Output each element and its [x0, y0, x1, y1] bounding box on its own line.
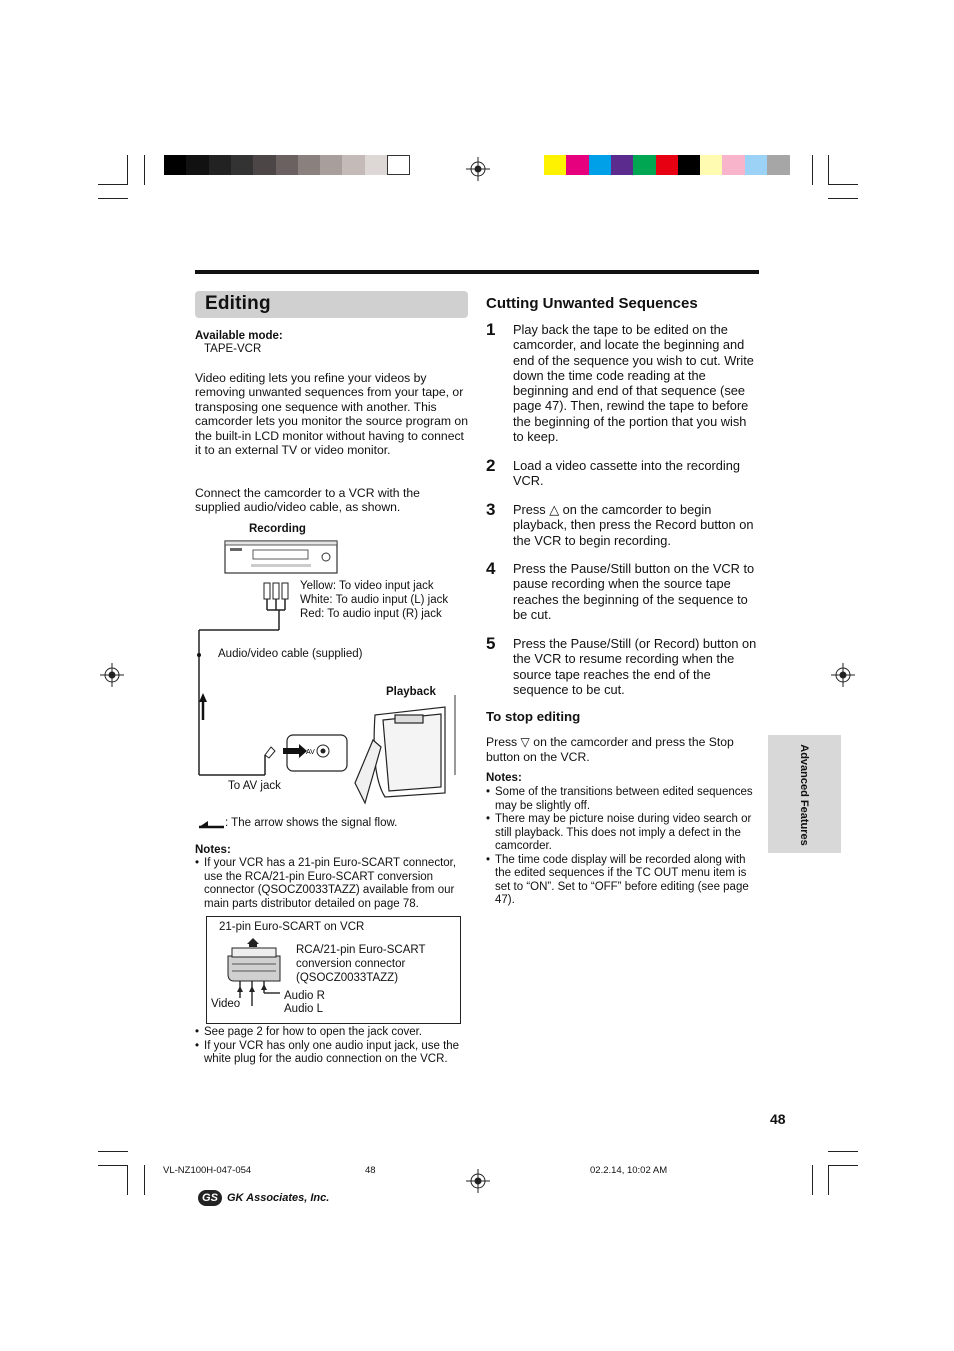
step-text: Press △ on the camcorder to begin playback, then press the Record button on the VCR to begin recording. — [513, 502, 754, 548]
scart-audio-l-label: Audio L — [284, 1003, 324, 1015]
notes-list-left — [195, 857, 470, 911]
note-item: • There may be picture noise during video search or still playback. This does not imply a defect in the camcorder. — [486, 813, 756, 854]
scart-title: 21-pin Euro-SCART on VCR — [219, 921, 365, 933]
color-swatch — [186, 155, 209, 175]
recording-label: Recording — [249, 523, 306, 535]
step-number: 3 — [486, 500, 496, 519]
color-swatch — [320, 155, 343, 175]
color-swatch — [164, 155, 187, 175]
stop-text: Press ▽ on the camcorder and press the Stop button on the VCR. — [486, 735, 734, 764]
note-item: • The time code display will be recorded along with the edited sequences if the TC OUT menu item is set to “ON”. Set to “OFF” before editing (see page 47). — [486, 854, 756, 908]
scart-connector-label: RCA/21-pin Euro-SCART conversion connector (QSOCZ0033TAZZ) — [296, 944, 426, 984]
color-swatch — [767, 155, 790, 175]
color-swatch — [700, 155, 723, 175]
page-title: Editing — [205, 293, 271, 314]
step-number: 1 — [486, 320, 496, 339]
registration-target-icon — [466, 157, 490, 181]
notes-label-right: Notes: — [486, 772, 522, 784]
color-swatch — [387, 155, 410, 175]
note-item: • If your VCR has only one audio input jack, use the white plug for the audio connection on the VCR. — [195, 1040, 470, 1067]
note-item: • Some of the transitions between edited sequences may be slightly off. — [486, 786, 756, 813]
color-swatch — [611, 155, 634, 175]
color-swatch — [633, 155, 656, 175]
footer-date: 02.2.14, 10:02 AM — [590, 1165, 668, 1176]
section-heading: Cutting Unwanted Sequences — [486, 295, 698, 312]
footer-company: GK Associates, Inc. — [227, 1192, 330, 1204]
footer-page: 48 — [365, 1165, 376, 1176]
step-text: Play back the tape to be edited on the camcorder, and locate the beginning and end of the sequence you wish to cut. Write down the time code reading at the beginning and end of that sequence (see page 47). Then, rewind the tape to before the beginning of the portion that you wish to keep. — [513, 322, 754, 445]
cable-red-label: Red: To audio input (R) jack — [300, 608, 442, 620]
page-number: 48 — [770, 1111, 786, 1127]
signal-arrow-icon — [198, 819, 226, 829]
color-swatch — [209, 155, 232, 175]
registration-target-icon — [100, 663, 124, 687]
cable-yellow-label: Yellow: To video input jack — [300, 580, 434, 592]
registration-target-icon — [466, 1169, 490, 1193]
arrow-legend: : The arrow shows the signal flow. — [225, 817, 398, 829]
connection-diagram — [195, 535, 465, 815]
note-item: • See page 2 for how to open the jack cover. — [195, 1026, 470, 1040]
color-swatch — [342, 155, 365, 175]
color-swatch — [365, 155, 388, 175]
step-text: Press the Pause/Still button on the VCR to pause recording when the source tape reaches the beginning of the sequence to be cut. — [513, 561, 755, 622]
step-number: 5 — [486, 634, 496, 653]
section-tab-label: Advanced Features — [798, 744, 810, 846]
step-text: Load a video cassette into the recording VCR. — [513, 458, 740, 489]
stop-heading: To stop editing — [486, 709, 581, 724]
color-swatch — [656, 155, 679, 175]
color-swatch — [253, 155, 276, 175]
av-jack-label: To AV jack — [228, 780, 281, 792]
footer-file: VL-NZ100H-047-054 — [163, 1165, 252, 1176]
company-logo: GS — [198, 1190, 222, 1206]
color-swatch — [589, 155, 612, 175]
connect-paragraph: Connect the camcorder to a VCR with the supplied audio/video cable, as shown. — [195, 486, 420, 515]
step-number: 4 — [486, 559, 496, 578]
registration-target-icon — [831, 663, 855, 687]
color-swatch — [231, 155, 254, 175]
scart-connector-icon — [222, 936, 292, 1006]
top-rule — [195, 270, 759, 274]
note-item: • If your VCR has a 21-pin Euro-SCART connector, use the RCA/21-pin Euro-SCART conversion connector (QSOCZ0033TAZZ) available from our main parts distributor detailed on page 78. — [195, 857, 470, 911]
cable-white-label: White: To audio input (L) jack — [300, 594, 449, 606]
step-number: 2 — [486, 456, 496, 475]
camcorder-icon — [355, 695, 455, 803]
notes-list-left-2 — [195, 1026, 470, 1067]
scart-audio-r-label: Audio R — [284, 990, 325, 1002]
color-swatch — [276, 155, 299, 175]
cable-label: Audio/video cable (supplied) — [218, 648, 363, 660]
intro-paragraph: Video editing lets you refine your videos by removing unwanted sequences from your tape, or transposing one sequence with another. This camcorder lets you monitor the source program on the built-in LCD monitor without having to connect it to an external TV or video monitor. — [195, 371, 468, 458]
color-swatch — [544, 155, 567, 175]
available-mode-value: TAPE-VCR — [204, 343, 262, 355]
available-mode-label: Available mode: — [195, 330, 283, 342]
color-swatch — [745, 155, 768, 175]
playback-label: Playback — [386, 686, 436, 698]
color-swatch — [722, 155, 745, 175]
color-swatch — [678, 155, 701, 175]
color-swatch — [566, 155, 589, 175]
av-port-label: AV — [306, 749, 315, 756]
color-swatch — [298, 155, 321, 175]
step-text: Press the Pause/Still (or Record) button on the VCR to resume recording when the source tape reaches the end of the sequence to be cut. — [513, 636, 757, 697]
notes-list-right — [486, 786, 756, 908]
scart-video-label: Video — [211, 998, 241, 1010]
notes-label-left: Notes: — [195, 844, 231, 856]
